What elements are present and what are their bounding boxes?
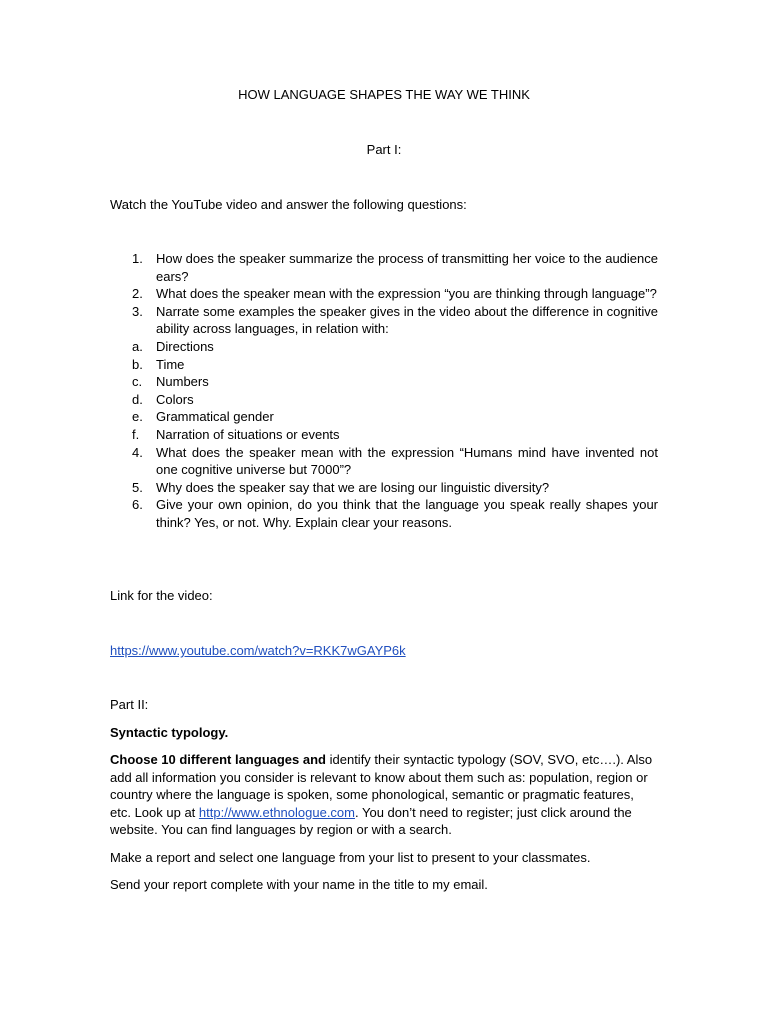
instructions-text: Watch the YouTube video and answer the following questions: xyxy=(110,197,467,212)
task-text: identify their syntactic typology (SOV, SVO, etc….). Also add all information you consider is relevant to know about them such as: population, region or country where the language is spoken, some phonological, semantic or pragmatic features, etc. Look up at xyxy=(110,752,653,820)
list-item-text: Narrate some examples the speaker gives in the video about the difference in cognitive ability across languages, in relation with: xyxy=(156,303,658,337)
document-title: HOW LANGUAGE SHAPES THE WAY WE THINK xyxy=(238,87,530,102)
task-text-continued: . You don’t need to register; just click around the website. You can find languages by region or with a search. xyxy=(110,804,632,838)
list-item xyxy=(110,408,658,426)
list-marker: 4. xyxy=(132,444,143,460)
list-item-text: Why does the speaker say that we are losing our linguistic diversity? xyxy=(156,479,550,495)
list-item xyxy=(110,444,658,479)
list-item xyxy=(110,356,658,374)
list-marker: f. xyxy=(132,426,140,442)
list-marker: 3. xyxy=(132,303,143,319)
questions-list xyxy=(110,250,658,532)
list-marker: c. xyxy=(132,374,143,390)
list-item xyxy=(110,496,658,531)
report-instruction: Make a report and select one language from your list to present to your classmates. xyxy=(110,850,591,865)
list-item xyxy=(110,373,658,391)
list-marker: b. xyxy=(132,356,143,372)
list-item xyxy=(110,426,658,444)
list-item xyxy=(110,250,658,285)
list-item xyxy=(110,303,658,338)
list-marker: d. xyxy=(132,391,143,407)
part2-heading: Part II: xyxy=(110,697,149,712)
link-label: Link for the video: xyxy=(110,588,213,603)
list-item xyxy=(110,285,658,303)
list-item-text: What does the speaker mean with the expression “Humans mind have invented not one cognitive universe but 7000”? xyxy=(156,444,658,478)
send-instruction: Send your report complete with your name in the title to my email. xyxy=(110,877,488,892)
list-item-text: Give your own opinion, do you think that the language you speak really shapes your think? Yes, or not. Why. Explain clear your reasons. xyxy=(156,497,658,530)
task-paragraph xyxy=(110,751,658,839)
list-marker: a. xyxy=(132,338,143,354)
list-marker: e. xyxy=(132,409,143,425)
list-item xyxy=(110,391,658,409)
list-item-text: Directions xyxy=(156,338,214,354)
list-marker: 1. xyxy=(132,251,143,266)
list-item-text: Numbers xyxy=(156,374,209,390)
video-link[interactable]: https://www.youtube.com/watch?v=RKK7wGAYP6k xyxy=(110,643,406,658)
syntactic-heading: Syntactic typology. xyxy=(110,725,229,740)
list-item-text: How does the speaker summarize the process of transmitting her voice to the audience ears? xyxy=(156,251,658,284)
list-item-text: Time xyxy=(156,356,185,372)
list-item-text: Colors xyxy=(156,391,194,407)
task-bold-text: Choose 10 different languages and xyxy=(110,752,326,767)
list-marker: 2. xyxy=(132,286,143,302)
list-item-text: What does the speaker mean with the expression “you are thinking through language”? xyxy=(156,286,657,302)
list-marker: 6. xyxy=(132,497,143,513)
list-item xyxy=(110,479,658,497)
part1-heading: Part I: xyxy=(366,142,402,157)
ethnologue-link[interactable]: http://www.ethnologue.com xyxy=(198,804,355,820)
list-item-text: Narration of situations or events xyxy=(156,426,340,442)
list-item-text: Grammatical gender xyxy=(156,409,274,425)
list-item xyxy=(110,338,658,356)
list-marker: 5. xyxy=(132,479,143,495)
